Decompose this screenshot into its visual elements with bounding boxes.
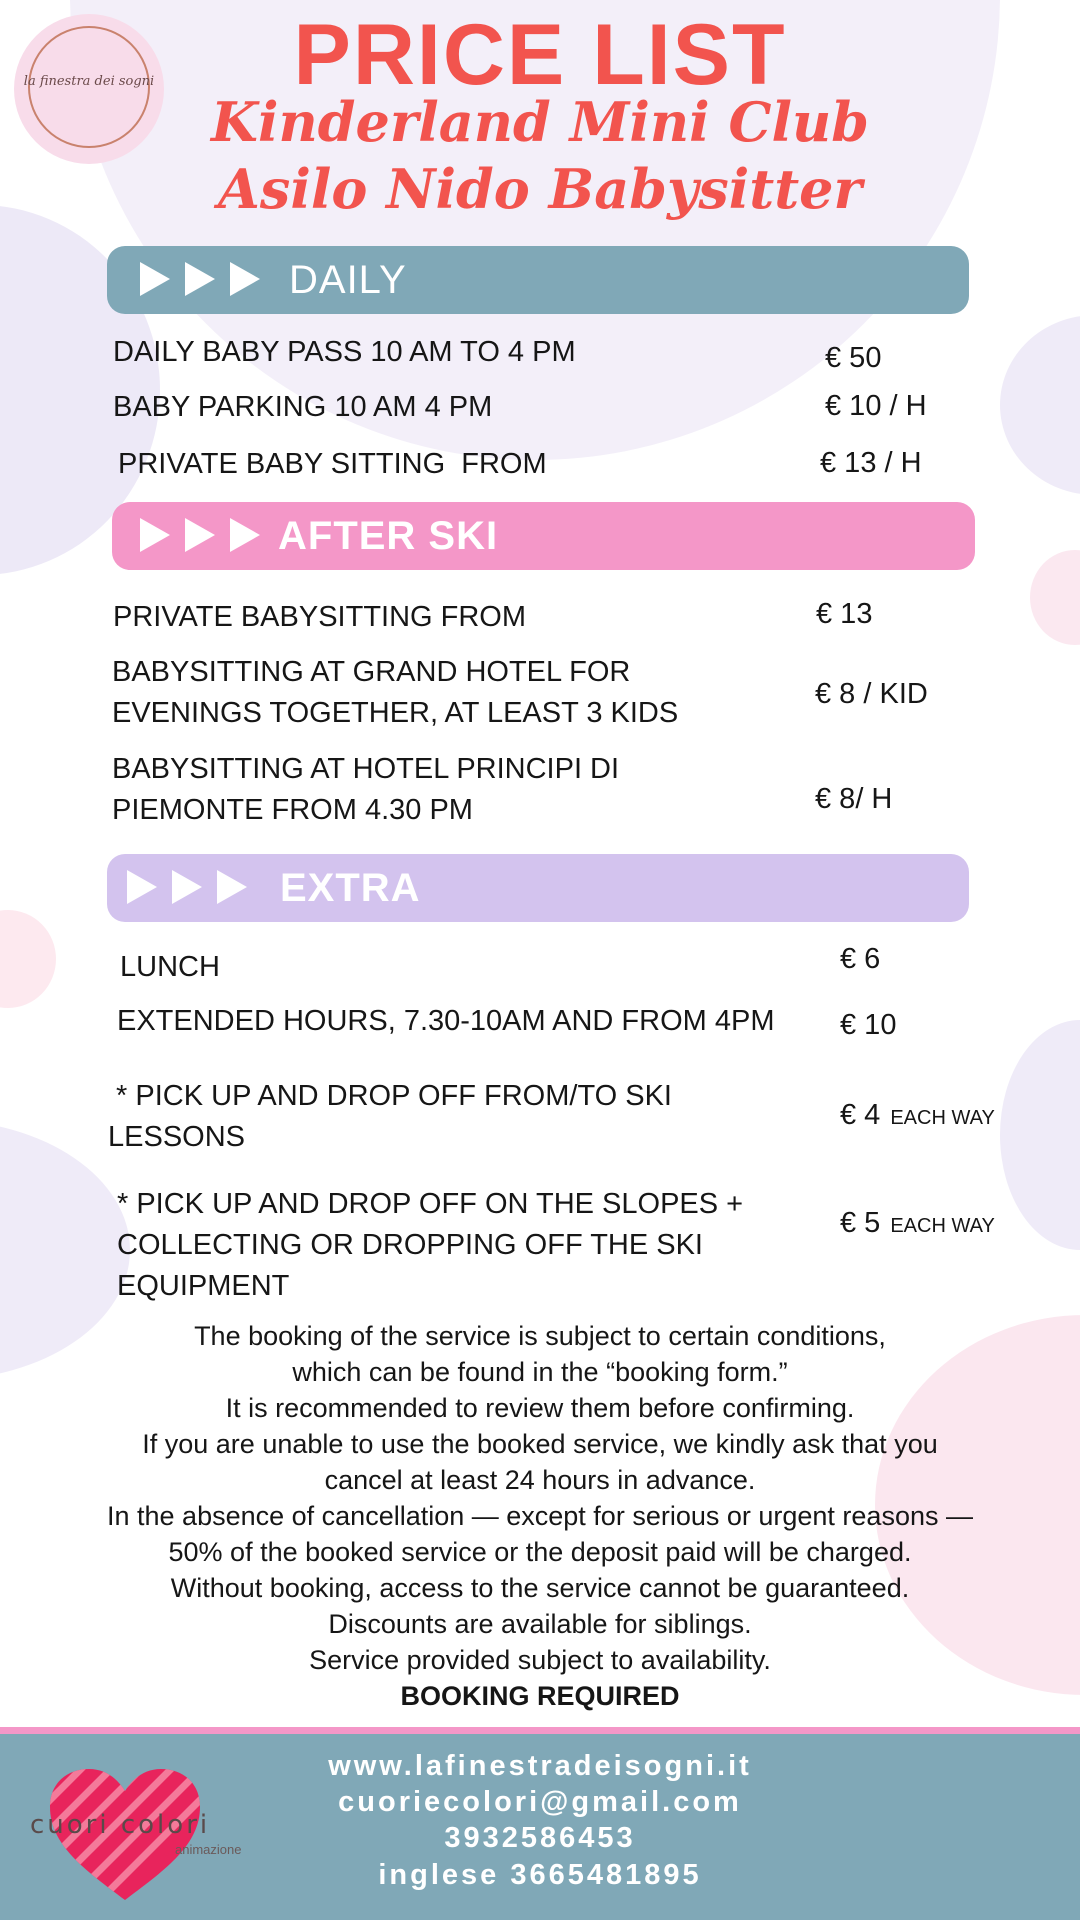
page-subtitle: Kinderland Mini Club <box>211 90 869 154</box>
booking-required: BOOKING REQUIRED <box>400 1681 680 1711</box>
item-name: COLLECTING OR DROPPING OFF THE SKI <box>117 1229 703 1261</box>
price-value: € 4 <box>840 1099 881 1131</box>
footer-logo-sub: animazione <box>175 1842 242 1857</box>
item-price: € 8 / KID <box>815 678 928 710</box>
item-name: BABYSITTING AT HOTEL PRINCIPI DI <box>112 753 620 785</box>
item-price: € 8/ H <box>815 783 893 815</box>
bg-circle <box>1000 1020 1080 1250</box>
item-name: LUNCH <box>120 951 220 983</box>
item-name: EVENINGS TOGETHER, AT LEAST 3 KIDS <box>112 697 679 729</box>
note-line: which can be found in the “booking form.” <box>292 1357 788 1387</box>
footer-logo-text: cuori colori <box>30 1810 211 1840</box>
play-arrow-icon <box>140 518 170 552</box>
note-line: Discounts are available for siblings. <box>328 1609 752 1639</box>
note-line: In the absence of cancellation — except for serious or urgent reasons — <box>107 1501 973 1531</box>
play-arrow-icon <box>185 262 215 296</box>
page-title: PRICE LIST <box>293 7 787 103</box>
item-price: € 10 / H <box>825 390 927 422</box>
note-line: The booking of the service is subject to certain conditions, <box>194 1321 886 1351</box>
section-label: EXTRA <box>280 866 421 910</box>
item-name: EXTENDED HOURS, 7.30-10AM AND FROM 4PM <box>117 1005 775 1037</box>
item-name: EQUIPMENT <box>117 1270 290 1302</box>
play-arrow-icon <box>172 870 202 904</box>
item-price: € 50 <box>825 342 882 374</box>
price-suffix: EACH WAY <box>890 1107 995 1129</box>
note-line: Without booking, access to the service cannot be guaranteed. <box>170 1573 910 1603</box>
play-arrow-icon <box>230 518 260 552</box>
phone-english[interactable]: inglese 3665481895 <box>378 1859 702 1891</box>
play-arrow-icon <box>185 518 215 552</box>
note-line: cancel at least 24 hours in advance. <box>324 1465 756 1495</box>
item-name: PRIVATE BABYSITTING FROM <box>113 601 527 633</box>
phone-number[interactable]: 3932586453 <box>444 1822 636 1854</box>
section-label: DAILY <box>289 258 407 302</box>
website-link[interactable]: www.lafinestradeisogni.it <box>328 1750 752 1782</box>
item-name: * PICK UP AND DROP OFF FROM/TO SKI <box>108 1080 672 1112</box>
bg-circle <box>1030 550 1080 645</box>
email-link[interactable]: cuoriecolori@gmail.com <box>338 1786 742 1818</box>
section-label: AFTER SKI <box>278 514 499 558</box>
footer-divider <box>0 1727 1080 1734</box>
item-price: € 6 <box>840 943 881 975</box>
item-name: * PICK UP AND DROP OFF ON THE SLOPES + <box>117 1188 744 1220</box>
item-price <box>840 1207 995 1240</box>
logo-text: la finestra dei sogni <box>23 74 155 89</box>
item-name: DAILY BABY PASS 10 AM TO 4 PM <box>113 336 576 368</box>
item-name: PIEMONTE FROM 4.30 PM <box>112 794 473 826</box>
item-name: BABYSITTING AT GRAND HOTEL FOR <box>112 656 631 688</box>
note-line: Service provided subject to availability. <box>309 1645 771 1675</box>
section-header-after-ski <box>112 502 975 570</box>
play-arrow-icon <box>230 262 260 296</box>
play-arrow-icon <box>127 870 157 904</box>
play-arrow-icon <box>217 870 247 904</box>
play-arrow-icon <box>140 262 170 296</box>
item-price <box>840 1099 995 1132</box>
booking-notes <box>0 1318 1080 1714</box>
section-header-extra <box>107 854 969 922</box>
item-price: € 10 <box>840 1009 897 1041</box>
note-line: It is recommended to review them before confirming. <box>225 1393 855 1423</box>
section-header-daily <box>107 246 969 314</box>
item-name: PRIVATE BABY SITTING FROM <box>118 448 547 480</box>
item-price: € 13 / H <box>820 447 922 479</box>
item-name: BABY PARKING 10 AM 4 PM <box>113 391 493 423</box>
bg-circle <box>0 910 56 1008</box>
note-line: If you are unable to use the booked service, we kindly ask that you <box>142 1429 938 1459</box>
price-suffix: EACH WAY <box>890 1215 995 1237</box>
page-subtitle-2: Asilo Nido Babysitter <box>218 157 862 221</box>
note-line: 50% of the booked service or the deposit paid will be charged. <box>168 1537 912 1567</box>
item-name: LESSONS <box>108 1121 245 1153</box>
item-price: € 13 <box>816 598 873 630</box>
price-value: € 5 <box>840 1207 881 1239</box>
bg-circle <box>1000 315 1080 495</box>
